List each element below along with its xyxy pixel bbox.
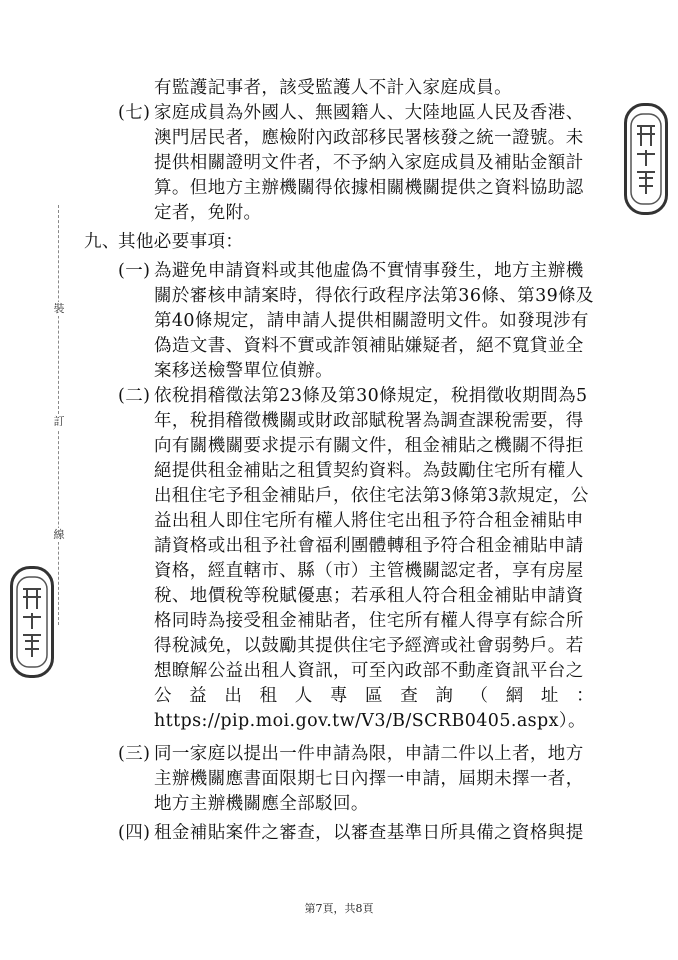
text-line: 稅、地價稅等稅賦優惠；若承租人符合租金補貼申請資 xyxy=(154,586,584,606)
seal-stamp xyxy=(10,566,54,678)
justified-char: 出 xyxy=(224,686,243,706)
section-heading: 其他必要事項： xyxy=(118,232,244,252)
page-number: 第7頁，共8頁 xyxy=(304,902,374,915)
justified-char: （ xyxy=(470,686,489,706)
text-line: 主辦機關應書面限期七日內擇一申請，屆期未擇一者， xyxy=(154,769,584,789)
text-line: 提供相關證明文件者，不予納入家庭成員及補貼金額計 xyxy=(154,153,584,173)
justified-char: 專 xyxy=(329,686,348,706)
text-line: 想瞭解公益出租人資訊，可至內政部不動產資訊平台之 xyxy=(154,661,584,681)
justified-char: ： xyxy=(576,686,594,706)
text-line: 定者，免附。 xyxy=(154,203,262,223)
justified-char: 區 xyxy=(365,686,383,706)
text-line: 絕提供租金補貼之租賃契約資料。為鼓勵住宅所有權人 xyxy=(154,461,584,481)
item-marker: (三) xyxy=(118,744,151,764)
text-line: 向有關機關要求提示有關文件，租金補貼之機關不得拒 xyxy=(154,436,584,456)
text-line: 請資格或出租予社會福利團體轉租予符合租金補貼申請 xyxy=(154,536,584,556)
text-line: 為避免申請資料或其他虛偽不實情事發生，地方主辦機 xyxy=(154,261,584,281)
justified-text-line xyxy=(154,684,594,708)
justified-char: 公 xyxy=(154,686,172,706)
item-marker: (二) xyxy=(118,386,151,406)
binding-char-ding: 訂 xyxy=(53,415,65,428)
justified-char: 益 xyxy=(189,686,208,706)
item-marker: (一) xyxy=(118,261,151,281)
justified-char: 網 xyxy=(505,686,524,706)
text-line: 算。但地方主辦機關得依據相關機關提供之資料協助認 xyxy=(154,178,584,198)
text-line: 年，稅捐稽徵機關或財政部賦稅署為調查課稅需要，得 xyxy=(154,411,584,431)
item-marker: (四) xyxy=(118,823,151,843)
justified-char: 人 xyxy=(294,686,313,706)
text-line: 地方主辦機關應全部駁回。 xyxy=(154,794,369,814)
binding-char-zhuang: 裝 xyxy=(53,302,65,315)
item-marker: (七) xyxy=(118,103,151,123)
binding-char-xian: 線 xyxy=(53,528,65,541)
text-line: 格同時為接受租金補貼者，住宅所有權人得享有綜合所 xyxy=(154,611,584,631)
justified-char: 租 xyxy=(259,686,278,706)
text-line: 依稅捐稽徵法第23條及第30條規定，稅捐徵收期間為5 xyxy=(154,386,588,406)
text-line: 出租住宅予租金補貼戶，依住宅法第3條第3款規定，公 xyxy=(154,486,589,506)
section-marker: 九、 xyxy=(84,232,120,252)
text-line: 案移送檢警單位偵辦。 xyxy=(154,361,333,381)
text-line: 關於審核申請案時，得依行政程序法第36條、第39條及 xyxy=(154,286,594,306)
seal-stamp xyxy=(624,103,668,215)
justified-char: 詢 xyxy=(435,686,454,706)
text-line: 有監護記事者，該受監護人不計入家庭成員。 xyxy=(154,78,512,98)
url-line: https://pip.moi.gov.tw/V3/B/SCRB0405.aspx）。 xyxy=(154,711,586,731)
text-line: 同一家庭以提出一件申請為限，申請二件以上者，地方 xyxy=(154,744,584,764)
text-line: 家庭成員為外國人、無國籍人、大陸地區人民及香港、 xyxy=(154,103,584,123)
text-line: 資格，經直轄市、縣（市）主管機關認定者，享有房屋 xyxy=(154,561,584,581)
text-line: 得稅減免，以鼓勵其提供住宅予經濟或社會弱勢戶。若 xyxy=(154,636,584,656)
text-line: 益出租人即住宅所有權人將住宅出租予符合租金補貼申 xyxy=(154,511,584,531)
justified-char: 查 xyxy=(400,686,419,706)
text-line: 第40條規定，請申請人提供相關證明文件。如發現涉有 xyxy=(154,311,589,331)
justified-char: 址 xyxy=(540,686,559,706)
text-line: 偽造文書、資料不實或詐領補貼嫌疑者，絕不寬貸並全 xyxy=(154,336,584,356)
text-line: 澳門居民者，應檢附內政部移民署核發之統一證號。未 xyxy=(154,128,584,148)
text-line: 租金補貼案件之審查，以審查基準日所具備之資格與提 xyxy=(154,823,584,843)
